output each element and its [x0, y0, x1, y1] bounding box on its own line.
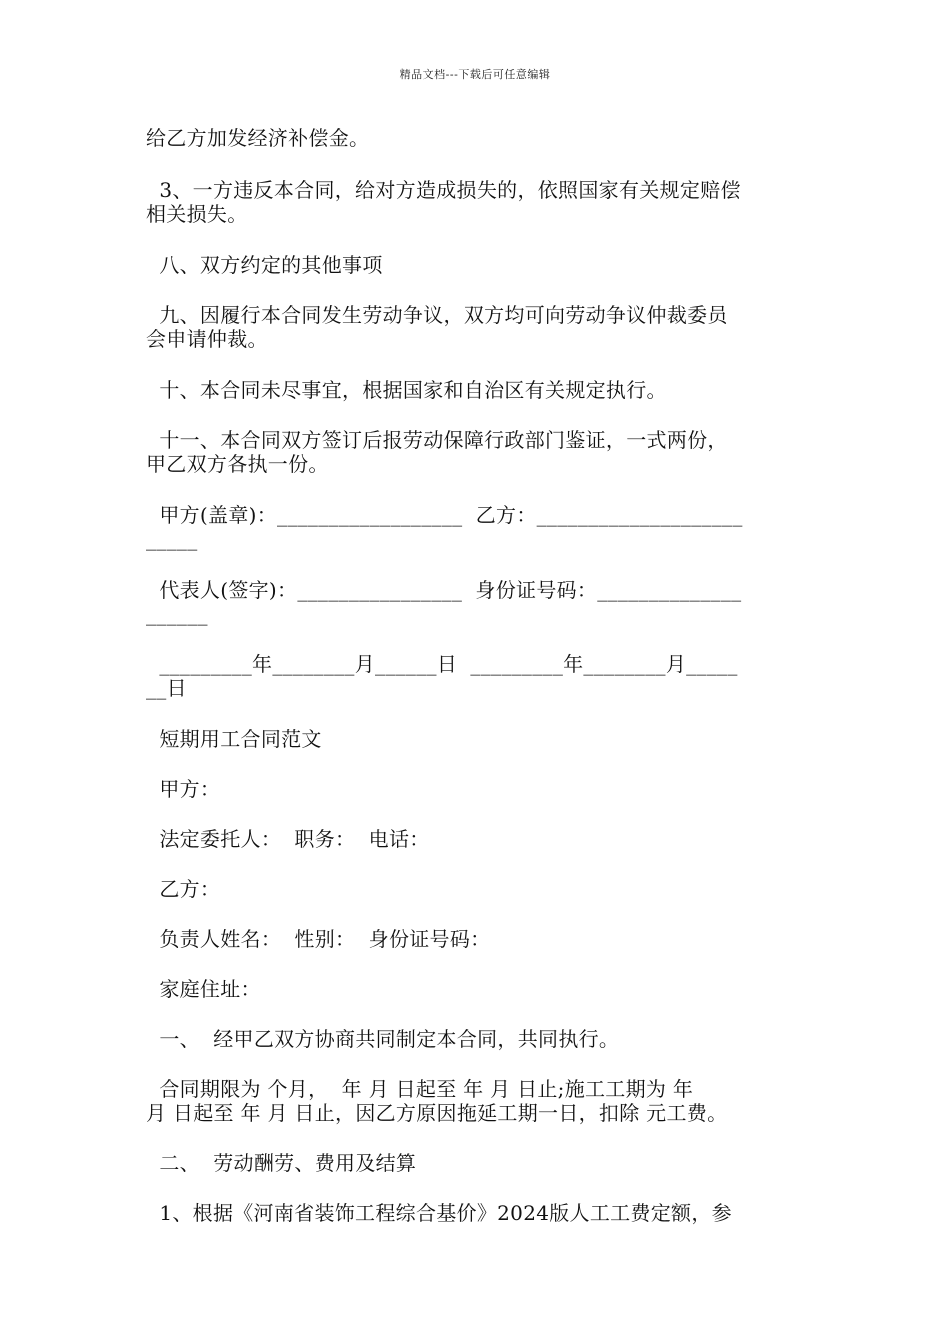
text-line: 代表人(签字)：________________ 身份证号码：______________	[146, 578, 742, 602]
text-line: 短期用工合同范文	[146, 727, 322, 751]
text-line: 乙方：	[146, 877, 221, 901]
text-line: 八、双方约定的其他事项	[146, 253, 383, 277]
text-line: 给乙方加发经济补偿金。	[146, 126, 370, 150]
text-line: 家庭住址：	[146, 977, 261, 1001]
text-line: _____	[146, 527, 198, 551]
text-line: 合同期限为 个月， 年 月 日起至 年 月 日止;施工工期为 年	[146, 1077, 694, 1101]
text-line: 月 日起至 年 月 日止，因乙方原因拖延工期一日，扣除 元工费。	[146, 1101, 728, 1125]
text-line: 十、本合同未尽事宜，根据国家和自治区有关规定执行。	[146, 378, 667, 402]
text-line: ______	[146, 602, 208, 626]
text-line: 会申请仲裁。	[146, 327, 268, 351]
text-line: 法定委托人： 职务： 电话：	[146, 827, 430, 851]
text-line: 二、 劳动酬劳、费用及结算	[146, 1151, 417, 1175]
text-line: 3、一方违反本合同，给对方造成损失的，依照国家有关规定赔偿	[146, 178, 741, 202]
text-line: _________年________月______日 _________年________月_____	[146, 652, 738, 676]
page-header: 精品文档---下载后可任意编辑	[399, 68, 551, 81]
text-line: 相关损失。	[146, 202, 248, 226]
text-line: 甲方(盖章)：__________________ 乙方：____________________	[146, 503, 743, 527]
text-line: __日	[146, 676, 187, 700]
text-line: 一、 经甲乙双方协商共同制定本合同，共同执行。	[146, 1027, 620, 1051]
text-line: 甲方：	[146, 777, 221, 801]
text-line: 1、根据《河南省装饰工程综合基价》2024版人工工费定额，参	[146, 1201, 732, 1225]
text-line: 九、因履行本合同发生劳动争议，双方均可向劳动争议仲裁委员	[146, 303, 728, 327]
text-line: 甲乙双方各执一份。	[146, 452, 329, 476]
text-line: 负责人姓名： 性别： 身份证号码：	[146, 927, 491, 951]
text-line: 十一、本合同双方签订后报劳动保障行政部门鉴证，一式两份，	[146, 428, 728, 452]
